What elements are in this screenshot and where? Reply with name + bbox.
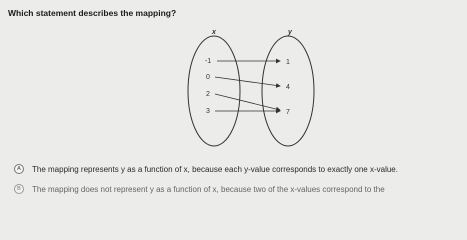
range-value: 7 <box>286 109 290 116</box>
mapping-arrow <box>215 77 280 86</box>
mapping-diagram <box>180 26 320 156</box>
domain-value: 2 <box>206 91 210 98</box>
range-oval <box>262 36 314 146</box>
choice-text: The mapping represents y as a function of x, because each y-value corresponds to exactly one x-value. <box>32 164 398 174</box>
question-text: Which statement describes the mapping? <box>8 8 177 18</box>
choice-radio[interactable]: B <box>14 184 24 194</box>
y-header: y <box>288 29 292 36</box>
choice-text: The mapping does not represent y as a function of x, because two of the x-values correspond to the <box>32 184 385 194</box>
x-header: x <box>212 29 216 36</box>
choice-radio[interactable]: A <box>14 164 24 174</box>
domain-value: -1 <box>204 58 212 65</box>
choice-b[interactable] <box>14 184 385 194</box>
domain-oval <box>188 36 240 146</box>
range-value: 4 <box>286 84 290 91</box>
mapping-arrow <box>215 94 280 110</box>
range-value: 1 <box>286 59 290 66</box>
domain-value: 0 <box>206 74 210 81</box>
domain-value: 3 <box>206 108 210 115</box>
choice-a[interactable] <box>14 164 398 174</box>
